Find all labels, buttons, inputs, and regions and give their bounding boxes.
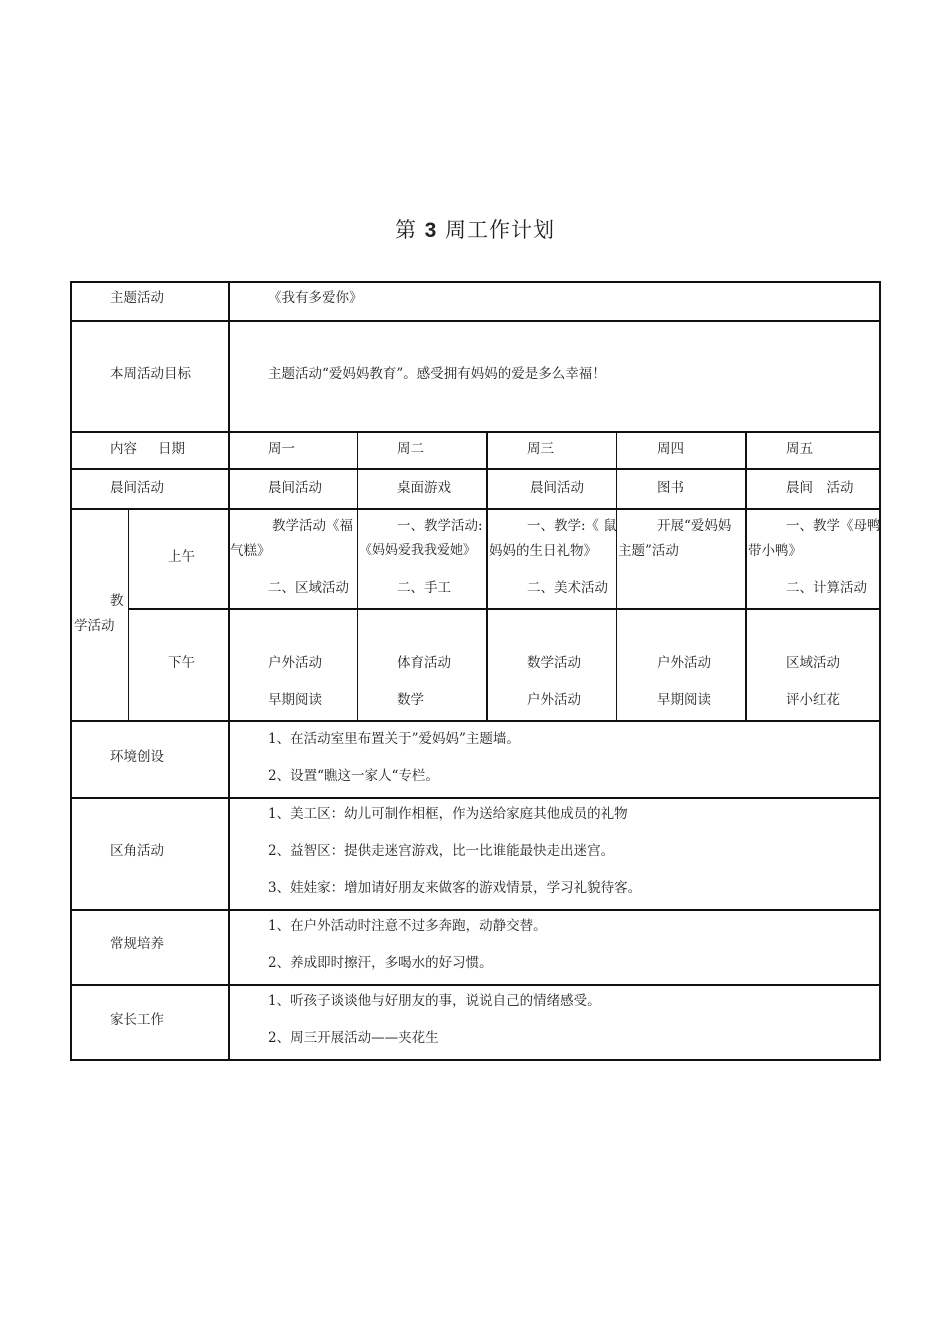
morning-wed: 晨间活动 [530, 480, 584, 496]
corner-label: 区角活动 [110, 843, 164, 859]
env-label: 环境创设 [110, 749, 164, 765]
pm-tue-line2: 数学 [397, 692, 424, 708]
corner-item-3: 3、娃娃家：增加请好朋友来做客的游戏情景，学习礼貌待客。 [268, 880, 642, 896]
morning-label: 晨间活动 [110, 480, 164, 496]
col-divider [357, 431, 358, 722]
corner-item-1: 1、美工区：幼儿可制作相框，作为送给家庭其他成员的礼物 [268, 806, 628, 822]
row-divider [70, 984, 881, 986]
routine-item-2: 2、养成即时擦汗，多喝水的好习惯。 [268, 955, 493, 971]
row-divider [128, 608, 881, 610]
routine-item-1: 1、在户外活动时注意不过多奔跑，动静交替。 [268, 918, 547, 934]
goal-value: 主题活动“爱妈妈教育”。感受拥有妈妈的爱是多么幸福！ [268, 366, 606, 382]
am-thu-line2: 主题”活动 [618, 543, 679, 559]
header-date: 日期 [158, 441, 185, 457]
table-border-right [879, 281, 881, 1061]
morning-mon: 晨间活动 [268, 480, 322, 496]
morning-tue: 桌面游戏 [397, 480, 451, 496]
am-tue-line3: 二、手工 [397, 580, 451, 596]
pm-mon-line2: 早期阅读 [268, 692, 322, 708]
pm-wed-line2: 户外活动 [527, 692, 581, 708]
am-fri-line1: 一、教学《母鸭 [786, 518, 881, 534]
routine-label: 常规培养 [110, 936, 164, 952]
row-divider [70, 468, 881, 470]
row-divider [70, 720, 881, 722]
page-title: 第 3 周工作计划 [394, 218, 556, 242]
col-divider [616, 431, 617, 722]
env-item-2: 2、设置“瞧这一家人“专栏。 [268, 768, 439, 784]
row-divider [70, 797, 881, 799]
am-wed-line1: 一、教学:《 鼠 [527, 518, 617, 534]
am-mon-line2: 气糕》 [230, 543, 271, 559]
header-day-thu: 周四 [657, 441, 684, 457]
pm-thu-line2: 早期阅读 [657, 692, 711, 708]
row-divider [70, 320, 881, 322]
pm-thu-line1: 户外活动 [657, 655, 711, 671]
pm-tue-line1: 体育活动 [397, 655, 451, 671]
header-day-tue: 周二 [397, 441, 424, 457]
am-label: 上午 [168, 549, 195, 565]
am-wed-line2: 妈妈的生日礼物》 [489, 543, 597, 559]
theme-value: 《我有多爱你》 [268, 290, 363, 306]
row-divider [70, 909, 881, 911]
am-fri-line2: 带小鸭》 [748, 543, 802, 559]
teaching-label-b: 学活动 [74, 618, 115, 634]
am-mon-line1: 教学活动《福 [272, 518, 353, 534]
pm-label: 下午 [168, 655, 195, 671]
row-divider [70, 431, 881, 433]
am-mon-line3: 二、区域活动 [268, 580, 349, 596]
theme-label: 主题活动 [110, 290, 164, 306]
am-wed-line3: 二、美术活动 [527, 580, 608, 596]
row-divider [70, 508, 881, 510]
parent-item-2: 2、周三开展活动——夹花生 [268, 1030, 439, 1046]
header-day-mon: 周一 [268, 441, 295, 457]
parent-item-1: 1、听孩子谈谈他与好朋友的事，说说自己的情绪感受。 [268, 993, 601, 1009]
table-border-left [70, 281, 72, 1061]
header-day-fri: 周五 [786, 441, 813, 457]
pm-fri-line1: 区域活动 [786, 655, 840, 671]
header-day-wed: 周三 [527, 441, 554, 457]
am-tue-line2: 《妈妈爱我我爱她》 [359, 543, 477, 558]
teaching-label-a: 教 [110, 593, 124, 609]
table-border-top [70, 281, 881, 283]
env-item-1: 1、在活动室里布置关于”爱妈妈”主题墙。 [268, 731, 520, 747]
col-divider [745, 431, 747, 722]
am-thu-line1: 开展“爱妈妈 [657, 518, 732, 534]
col-divider [128, 508, 129, 722]
pm-mon-line1: 户外活动 [268, 655, 322, 671]
morning-thu: 图书 [657, 480, 684, 496]
goal-label: 本周活动目标 [110, 366, 191, 382]
am-tue-line1: 一、教学活动: [397, 518, 483, 534]
am-fri-line3: 二、计算活动 [786, 580, 867, 596]
pm-wed-line1: 数学活动 [527, 655, 581, 671]
parent-label: 家长工作 [110, 1012, 164, 1028]
col-divider [228, 281, 230, 1061]
corner-item-2: 2、益智区：提供走迷宫游戏，比一比谁能最快走出迷宫。 [268, 843, 615, 859]
table-border-bottom [70, 1059, 881, 1061]
header-content: 内容 [110, 441, 137, 457]
pm-fri-line2: 评小红花 [786, 692, 840, 708]
col-divider [486, 431, 488, 722]
morning-fri: 晨间 活动 [786, 480, 854, 496]
